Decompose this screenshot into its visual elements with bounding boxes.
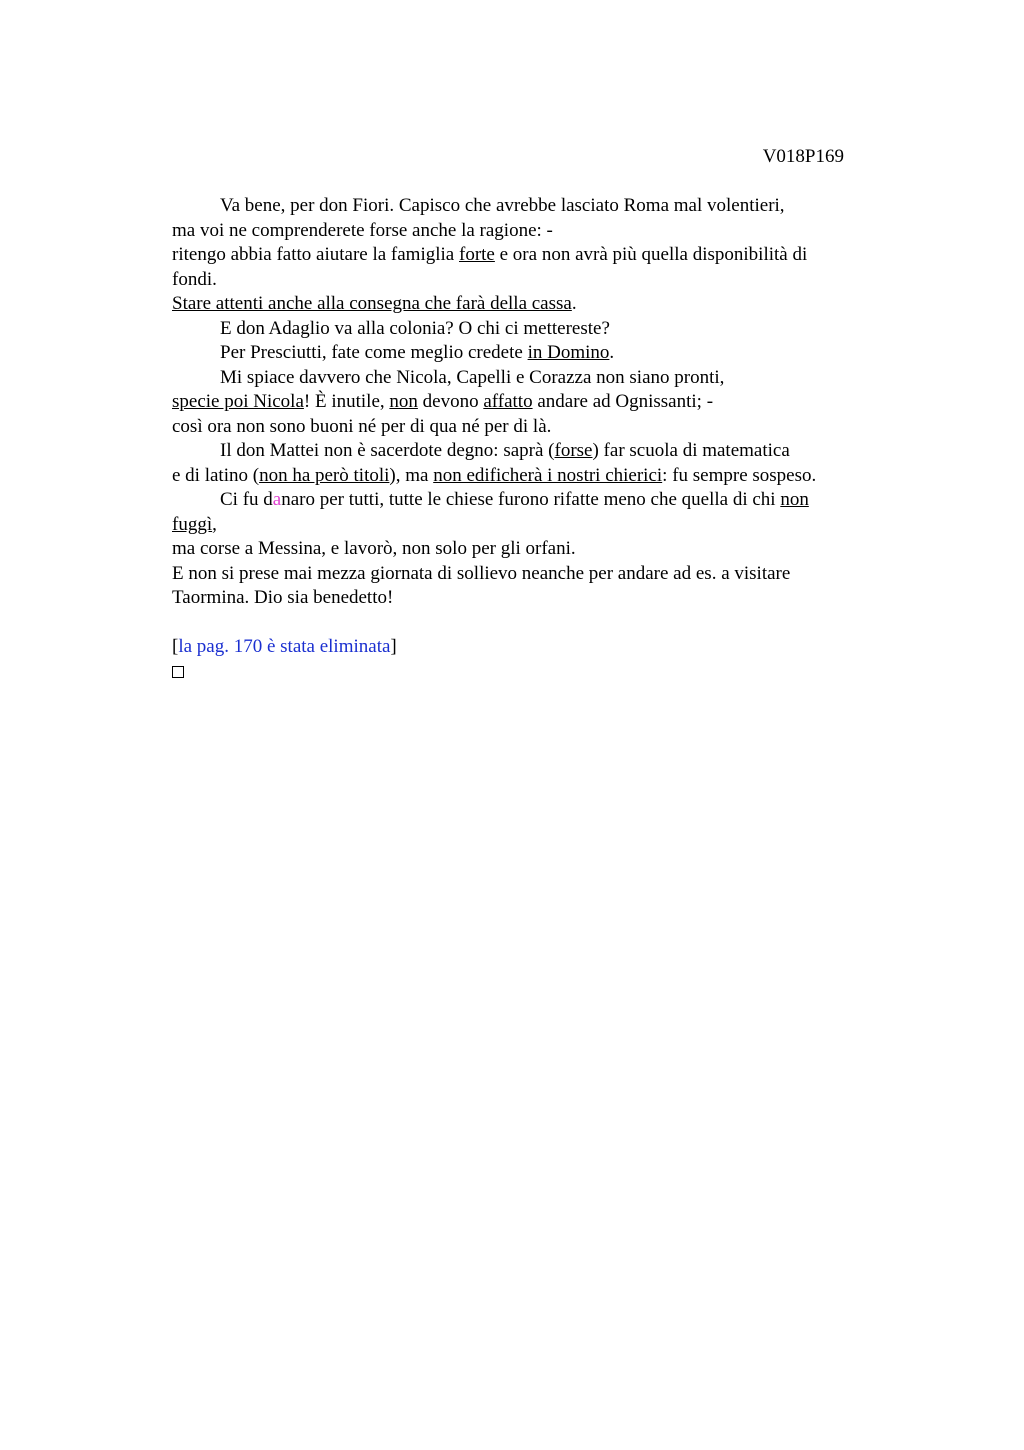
- text-line: Mi spiace davvero che Nicola, Capelli e Corazza non siano pronti,: [220, 366, 725, 388]
- text-line: Ci fu danaro per tutti, tutte le chiese furono rifatte meno che quella di chi non: [220, 489, 809, 510]
- text-line: ritengo abbia fatto aiutare la famiglia forte e ora non avrà più quella disponibilità di: [172, 244, 808, 265]
- text-line: Taormina. Dio sia benedetto!: [172, 587, 394, 608]
- text-line: E non si prese mai mezza giornata di sollievo neanche per andare ad es. a visitare: [172, 562, 791, 584]
- end-marker: [172, 660, 892, 686]
- text-line: E don Adaglio va alla colonia? O chi ci mettereste?: [220, 317, 610, 339]
- text-line: Il don Mattei non è sacerdote degno: saprà (forse) far scuola di matematica: [220, 440, 790, 461]
- underlined-word: affatto: [483, 391, 533, 412]
- text-line: ma voi ne comprenderete forse anche la ragione: -: [172, 219, 553, 241]
- letter-body: [172, 194, 892, 685]
- empty-square-icon: [172, 666, 184, 678]
- underlined-phrase: non edificherà i nostri chierici: [433, 464, 663, 486]
- underlined-word: non: [389, 391, 418, 412]
- underlined-phrase: in Domino: [527, 342, 610, 363]
- editorial-note: [la pag. 170 è stata eliminata]: [172, 636, 397, 657]
- page-id: V018P169: [762, 146, 844, 167]
- text-line: fuggì,: [172, 513, 217, 535]
- blank-line: [172, 611, 892, 636]
- note-text: la pag. 170 è stata eliminata: [178, 636, 391, 657]
- text-line: fondi.: [172, 268, 217, 290]
- underlined-phrase: Stare attenti anche alla consegna che farà della cassa: [172, 293, 572, 314]
- highlighted-letter: a: [272, 489, 282, 510]
- text-line: Per Presciutti, fate come meglio credete in Domino.: [220, 342, 615, 363]
- underlined-phrase: specie poi Nicola: [172, 391, 304, 412]
- text-line: Stare attenti anche alla consegna che farà della cassa.: [172, 293, 577, 314]
- text-line: e di latino (non ha però titoli), ma non edificherà i nostri chierici: fu sempre sospeso.: [172, 464, 817, 486]
- underlined-word: non: [780, 489, 809, 510]
- underlined-phrase: non ha però titoli: [259, 464, 390, 486]
- text-line: Va bene, per don Fiori. Capisco che avrebbe lasciato Roma mal volentieri,: [220, 195, 785, 216]
- text-line: così ora non sono buoni né per di qua né per di là.: [172, 415, 552, 437]
- underlined-word: forse: [554, 440, 593, 461]
- underlined-word: fuggì: [172, 513, 213, 535]
- underlined-word: forte: [459, 244, 495, 265]
- text-line: specie poi Nicola! È inutile, non devono affatto andare ad Ognissanti; -: [172, 391, 714, 412]
- text-line: ma corse a Messina, e lavorò, non solo per gli orfani.: [172, 538, 576, 559]
